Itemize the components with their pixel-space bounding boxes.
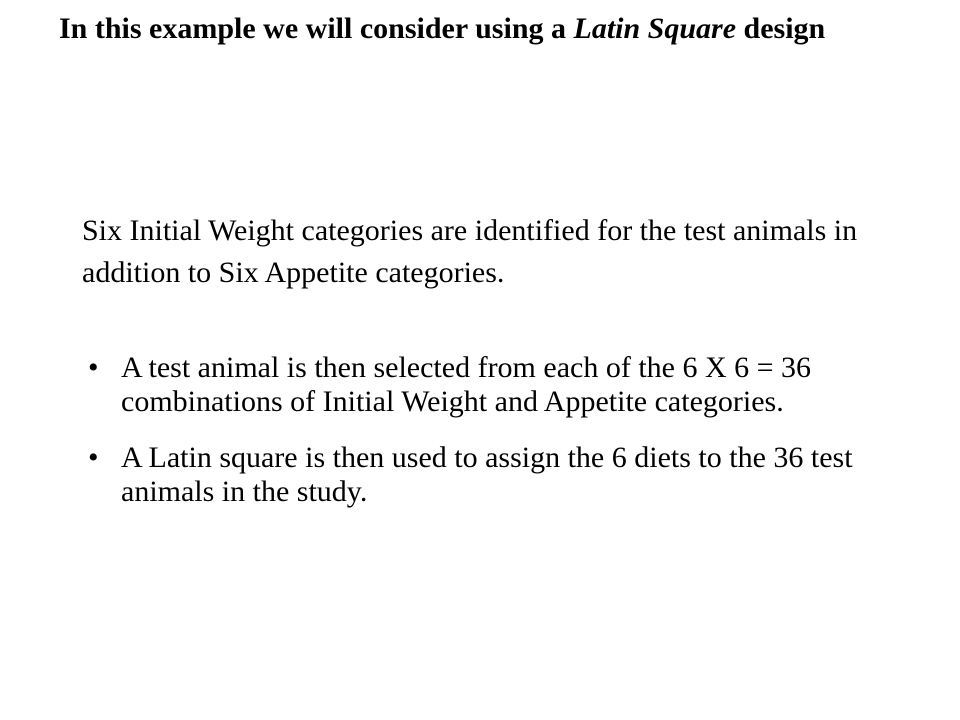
bullet-list bbox=[82, 351, 862, 531]
bullet-marker: • bbox=[88, 351, 99, 384]
intro-paragraph: Six Initial Weight categories are identified for the test animals in addition to Six Appetite categories. bbox=[82, 214, 858, 289]
title-emphasis: Latin Square bbox=[573, 12, 737, 45]
bullet-text: A test animal is then selected from each of the 6 X 6 = 36 combinations of Initial Weight and Appetite categories. bbox=[121, 351, 812, 418]
slide-title bbox=[59, 10, 919, 48]
bullet-item bbox=[82, 351, 862, 419]
bullet-text: A Latin square is then used to assign the 6 diets to the 36 test animals in the study. bbox=[121, 441, 853, 508]
bullet-marker: • bbox=[88, 441, 99, 474]
bullet-item bbox=[82, 441, 862, 509]
title-text-before: In this example we will consider using a bbox=[59, 12, 574, 45]
title-text-after: design bbox=[736, 12, 826, 45]
